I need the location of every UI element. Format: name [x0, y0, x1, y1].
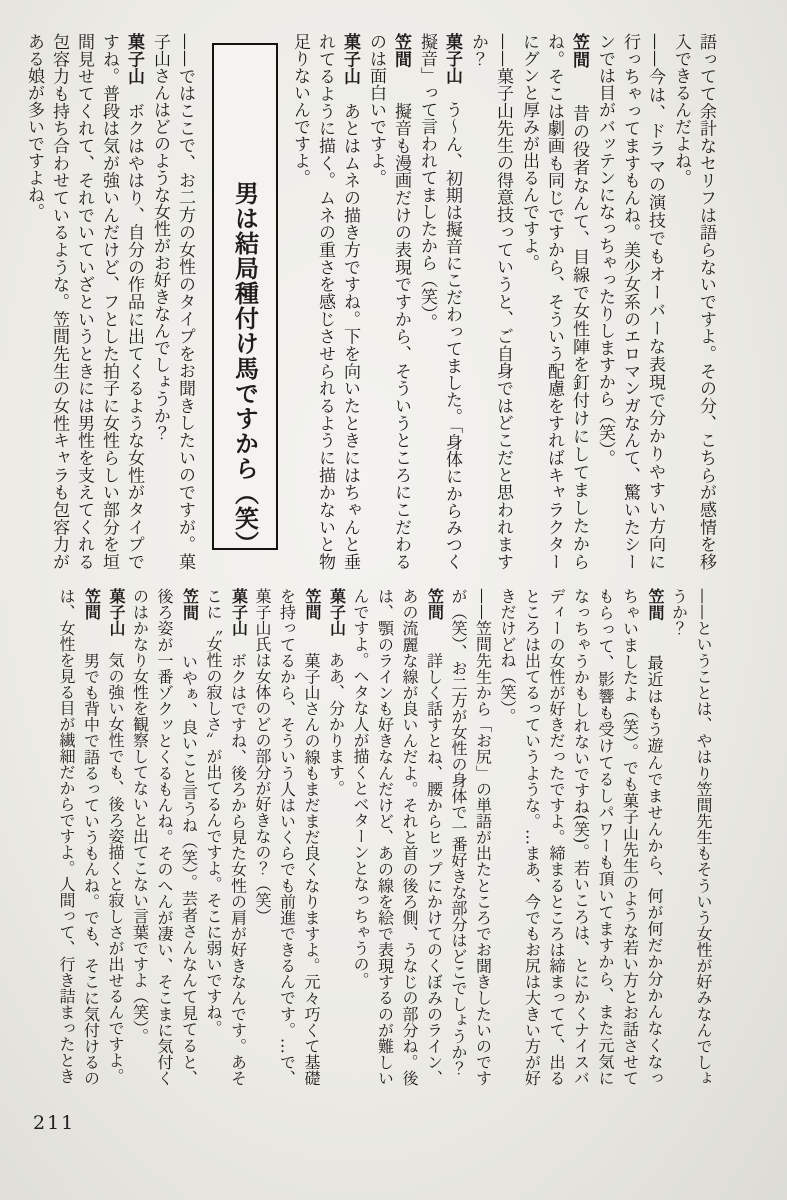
paragraph-text: いやぁ、良いこと言うね（笑）。芸者さんなんて見てると、後ろ姿が一番ゾクッとくるもんね。そのへんが凄い、そこまに気付くのはかなり女性を観察してないと出てこない言葉ですよ（笑）。	[130, 588, 199, 1087]
speaker-name: 笠間	[570, 33, 589, 105]
page-number: 211	[33, 1112, 76, 1134]
speaker-name: 笠間	[646, 588, 663, 655]
interview-paragraph	[250, 588, 324, 1086]
bottom-text-block	[31, 588, 715, 1086]
paragraph-text: ——笠間先生から「お尻」の単語が出たところでお聞きしたいのですが（笑）、お二方が女性の身体で一番好きな部分はどこでしょうか？	[449, 588, 493, 1086]
speaker-name: 笠間	[180, 588, 198, 654]
top-text-block	[24, 33, 719, 571]
paragraph-text: ああ、分かります。	[326, 652, 346, 796]
paragraph-text: 男でも背中で語るっていうもんね。でも、そこに気付けるのは、女性を見る目が繊細だからですよ。人間って、行き詰まったとき	[57, 588, 101, 1087]
speaker-name: 菓子山	[327, 588, 345, 652]
paragraph-text: ボクはやはり、自分の作品に出てくるような女性がタイプですね。普段は気が強いんだけど、フとした拍子に女性らしい部分を垣間見せてくれて、それでいていざというときには男性を支えてくれる包容力も持ち合わせているような。笠間先生の女性キャラも包容力がある娘が多いですよね。	[24, 33, 144, 571]
interview-paragraph	[446, 588, 495, 1086]
paragraph-text: あとはムネの描き方ですね。下を向いたときにはちゃんと垂れてるように描く。ムネの重さを感じさせられるように描かないと物足りないんですよ。	[290, 33, 360, 571]
speaker-name: 笠間	[425, 588, 443, 653]
interview-paragraph	[363, 33, 414, 570]
interview-paragraph	[323, 588, 348, 1086]
interview-paragraph	[495, 588, 667, 1086]
paragraph-text: 詳しく話すとね、腰からヒップにかけてのくぼみのライン、あの流麗な線が良いんだよ。それと首の後ろ側、うなじの部分ね。後は、顎のラインも好きなんだけど、あの線を絵で表現するのが難しいんですよ。ヘタな人が描くとベターンとなっちゃうの。	[351, 588, 444, 1087]
interview-paragraph	[147, 33, 198, 570]
section-heading-box	[212, 43, 278, 556]
interview-paragraph	[414, 33, 465, 570]
paragraph-text: 菓子山さんの線もまだまだ良くなりますよ。元々巧くて基礎を持ってるから、そういう人はいくらでも前進できるんです。…で、菓子山氏は女体のどの部分が好きなの？（笑）	[253, 588, 321, 1087]
interview-paragraph	[666, 588, 715, 1086]
paragraph-text: ボクはですね、後ろから見た女性の肩が好きなんです。あそこに〝女性の寂しさ〟が出てるんですよ。そこに弱いですね。	[204, 588, 248, 1087]
paragraph-text: ——菓子山先生の得意技っていうと、ご自身ではどこだと思われますか？	[468, 33, 513, 570]
paragraph-text: ——ということは、やはり笠間先生もそういう女性が好みなんでしょうか？	[669, 588, 713, 1086]
speaker-name: 菓子山	[341, 33, 360, 103]
interview-paragraph	[592, 33, 668, 570]
interview-paragraph	[21, 33, 147, 570]
interview-paragraph	[516, 33, 592, 570]
interview-paragraph	[668, 33, 719, 570]
interview-paragraph	[465, 33, 516, 570]
interview-paragraph	[127, 588, 201, 1086]
interview-paragraph	[54, 588, 103, 1086]
section-heading: 男は結局種付け馬ですから（笑）	[230, 181, 260, 556]
paragraph-text: 語ってて余計なセリフは語らないですよ。その分、こちらが感情を移入できるんだよね。	[671, 33, 716, 570]
paragraph-text: 最近はもう遊んでませんから、何が何だか分かんなくなっちゃいましたよ（笑）。でも菓子山先生のような若い方とお話させてもらって、影響も受けてるしパワーも頂いてますから、また元気になっちゃうかもしれないですね(笑)。若いころは、とにかくナイスバディーの女性が好きだったですよ。締まるところは締まってて、出るところは出てるっていうような。…まあ、今でもお尻は大きい方が好きだけどね（笑）。	[498, 588, 664, 1087]
paragraph-text: ——今は、ドラマの演技でもオーバーな表現で分かりやすい方向に行っちゃってますもんね。美少女系のエロマンガなんて、驚いたシーンでは目がバッテンになっちゃったりしますから（笑）。	[595, 33, 665, 570]
speaker-name: 菓子山	[443, 33, 462, 102]
interview-paragraph	[201, 588, 250, 1086]
speaker-name: 菓子山	[229, 588, 247, 653]
paragraph-text: 気の強い女性でも、後ろ姿描くと寂しさが出せるんですよ。	[106, 652, 125, 1084]
paragraph-text: ——ではここで、お二方の女性のタイプをお聞きしたいのですが。菓子山さんはどのような女性がお好きなんでしょうか？	[150, 33, 195, 570]
speaker-name: 笠間	[392, 33, 411, 103]
speaker-name: 菓子山	[125, 33, 144, 103]
speaker-name: 笠間	[303, 588, 320, 653]
interview-paragraph	[287, 33, 363, 570]
paragraph-text: う～ん、初期は擬音にこだわってました。「身体にからみつく擬音」って言われてましたから（笑）。	[417, 33, 462, 571]
speaker-name: 笠間	[82, 588, 100, 653]
interview-paragraph	[348, 588, 446, 1086]
paragraph-text: 昔の役者なんて、目線で女性陣を釘付けにしてましたからね。そこは劇画も同じですから、そういう配慮をすればキャラクターにグンと厚みが出るんですよ。	[519, 33, 589, 571]
speaker-name: 菓子山	[107, 588, 124, 652]
paragraph-text: 擬音も漫画だけの表現ですから、そういうところにこだわるのは面白いですよ。	[366, 33, 411, 571]
interview-paragraph	[103, 588, 128, 1086]
